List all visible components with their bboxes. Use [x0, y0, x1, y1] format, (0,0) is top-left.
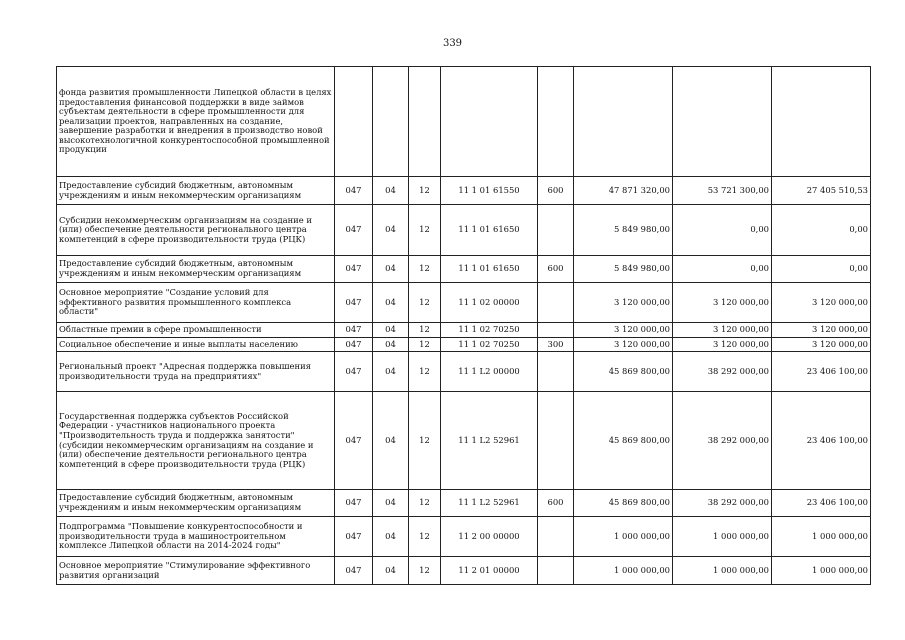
subsection-code: 12 — [409, 490, 441, 517]
subsection-code: 12 — [409, 205, 441, 256]
row-name: Региональный проект "Адресная поддержка повышения производительности труда на предприятиях" — [57, 352, 335, 392]
table-row — [57, 67, 871, 177]
expense-type-code — [538, 323, 574, 338]
amount-year-1: 45 869 800,00 — [574, 352, 673, 392]
amount-year-1: 3 120 000,00 — [574, 323, 673, 338]
amount-year-2: 38 292 000,00 — [673, 490, 772, 517]
amount-year-2: 53 721 300,00 — [673, 177, 772, 205]
ministry-code: 047 — [335, 338, 373, 352]
amount-year-1: 5 849 980,00 — [574, 256, 673, 283]
amount-year-3: 3 120 000,00 — [772, 323, 871, 338]
expense-type-code — [538, 392, 574, 490]
amount-year-2: 0,00 — [673, 256, 772, 283]
section-code: 04 — [373, 338, 409, 352]
table-row — [57, 205, 871, 256]
budget-table — [56, 66, 871, 585]
subsection-code: 12 — [409, 517, 441, 557]
ministry-code: 047 — [335, 490, 373, 517]
amount-year-2: 3 120 000,00 — [673, 323, 772, 338]
row-name: фонда развития промышленности Липецкой области в целях предоставления финансовой поддержки в виде займов субъектам деятельности в сфере промышленности для реализации проектов, направленных на создание, завершение разработки и внедрения в производство новой высокотехнологичной конкурентоспособной промышленной продукции — [57, 67, 335, 177]
target-article-code: 11 2 01 00000 — [441, 557, 538, 585]
subsection-code: 12 — [409, 352, 441, 392]
expense-type-code — [538, 67, 574, 177]
row-name: Государственная поддержка субъектов Российской Федерации - участников национального проекта "Производительность труда и поддержка занятости" (субсидии некоммерческим организациям на создание и (или) обеспечение деятельности регионального центра компетенций в сфере производительности труда (РЦК) — [57, 392, 335, 490]
amount-year-1: 1 000 000,00 — [574, 517, 673, 557]
table-row — [57, 352, 871, 392]
ministry-code: 047 — [335, 205, 373, 256]
section-code: 04 — [373, 392, 409, 490]
table-row — [57, 283, 871, 323]
amount-year-2: 3 120 000,00 — [673, 283, 772, 323]
ministry-code: 047 — [335, 557, 373, 585]
target-article-code: 11 1 02 70250 — [441, 338, 538, 352]
table-row — [57, 256, 871, 283]
amount-year-2: 38 292 000,00 — [673, 352, 772, 392]
ministry-code: 047 — [335, 177, 373, 205]
amount-year-3: 1 000 000,00 — [772, 517, 871, 557]
row-name: Предоставление субсидий бюджетным, автономным учреждениям и иным некоммерческим организациям — [57, 256, 335, 283]
amount-year-1: 47 871 320,00 — [574, 177, 673, 205]
amount-year-3: 3 120 000,00 — [772, 283, 871, 323]
amount-year-3: 1 000 000,00 — [772, 557, 871, 585]
amount-year-2: 3 120 000,00 — [673, 338, 772, 352]
expense-type-code — [538, 517, 574, 557]
table-row — [57, 338, 871, 352]
amount-year-3: 3 120 000,00 — [772, 338, 871, 352]
row-name: Предоставление субсидий бюджетным, автономным учреждениям и иным некоммерческим организациям — [57, 177, 335, 205]
amount-year-2: 38 292 000,00 — [673, 392, 772, 490]
target-article-code: 11 1 01 61650 — [441, 256, 538, 283]
expense-type-code: 600 — [538, 177, 574, 205]
section-code: 04 — [373, 323, 409, 338]
ministry-code: 047 — [335, 256, 373, 283]
table-row — [57, 557, 871, 585]
target-article-code: 11 1 02 70250 — [441, 323, 538, 338]
subsection-code: 12 — [409, 256, 441, 283]
subsection-code: 12 — [409, 283, 441, 323]
row-name: Основное мероприятие "Стимулирование эффективного развития организаций — [57, 557, 335, 585]
amount-year-1: 1 000 000,00 — [574, 557, 673, 585]
row-name: Основное мероприятие "Создание условий для эффективного развития промышленного комплекса области" — [57, 283, 335, 323]
page-number: 339 — [442, 38, 463, 49]
amount-year-1: 5 849 980,00 — [574, 205, 673, 256]
table-row — [57, 323, 871, 338]
amount-year-2 — [673, 67, 772, 177]
row-name: Подпрограмма "Повышение конкурентоспособности и производительности труда в машиностроительном комплексе Липецкой области на 2014-2024 годы" — [57, 517, 335, 557]
amount-year-2: 0,00 — [673, 205, 772, 256]
target-article-code: 11 1 01 61550 — [441, 177, 538, 205]
amount-year-3 — [772, 67, 871, 177]
ministry-code: 047 — [335, 392, 373, 490]
subsection-code: 12 — [409, 177, 441, 205]
expense-type-code — [538, 352, 574, 392]
section-code: 04 — [373, 177, 409, 205]
ministry-code: 047 — [335, 517, 373, 557]
amount-year-3: 0,00 — [772, 256, 871, 283]
target-article-code: 11 1 01 61650 — [441, 205, 538, 256]
subsection-code: 12 — [409, 323, 441, 338]
amount-year-1: 45 869 800,00 — [574, 392, 673, 490]
expense-type-code — [538, 205, 574, 256]
ministry-code — [335, 67, 373, 177]
subsection-code: 12 — [409, 392, 441, 490]
expense-type-code: 600 — [538, 490, 574, 517]
target-article-code: 11 1 L2 52961 — [441, 490, 538, 517]
section-code: 04 — [373, 557, 409, 585]
amount-year-1: 3 120 000,00 — [574, 338, 673, 352]
target-article-code — [441, 67, 538, 177]
subsection-code: 12 — [409, 338, 441, 352]
row-name: Субсидии некоммерческим организациям на создание и (или) обеспечение деятельности регионального центра компетенций в сфере производительности труда (РЦК) — [57, 205, 335, 256]
table-row — [57, 177, 871, 205]
amount-year-2: 1 000 000,00 — [673, 517, 772, 557]
expense-type-code — [538, 557, 574, 585]
row-name: Социальное обеспечение и иные выплаты населению — [57, 338, 335, 352]
ministry-code: 047 — [335, 323, 373, 338]
amount-year-1 — [574, 67, 673, 177]
target-article-code: 11 2 00 00000 — [441, 517, 538, 557]
table-row — [57, 517, 871, 557]
target-article-code: 11 1 L2 00000 — [441, 352, 538, 392]
row-name: Областные премии в сфере промышленности — [57, 323, 335, 338]
amount-year-1: 3 120 000,00 — [574, 283, 673, 323]
section-code: 04 — [373, 490, 409, 517]
subsection-code — [409, 67, 441, 177]
section-code: 04 — [373, 283, 409, 323]
ministry-code: 047 — [335, 352, 373, 392]
section-code: 04 — [373, 517, 409, 557]
amount-year-3: 27 405 510,53 — [772, 177, 871, 205]
subsection-code: 12 — [409, 557, 441, 585]
table-row — [57, 490, 871, 517]
ministry-code: 047 — [335, 283, 373, 323]
amount-year-3: 23 406 100,00 — [772, 392, 871, 490]
expense-type-code — [538, 283, 574, 323]
target-article-code: 11 1 02 00000 — [441, 283, 538, 323]
amount-year-3: 0,00 — [772, 205, 871, 256]
amount-year-3: 23 406 100,00 — [772, 490, 871, 517]
expense-type-code: 300 — [538, 338, 574, 352]
amount-year-3: 23 406 100,00 — [772, 352, 871, 392]
section-code: 04 — [373, 256, 409, 283]
target-article-code: 11 1 L2 52961 — [441, 392, 538, 490]
amount-year-1: 45 869 800,00 — [574, 490, 673, 517]
section-code: 04 — [373, 205, 409, 256]
section-code: 04 — [373, 352, 409, 392]
table-row — [57, 392, 871, 490]
row-name: Предоставление субсидий бюджетным, автономным учреждениям и иным некоммерческим организациям — [57, 490, 335, 517]
section-code — [373, 67, 409, 177]
amount-year-2: 1 000 000,00 — [673, 557, 772, 585]
expense-type-code: 600 — [538, 256, 574, 283]
